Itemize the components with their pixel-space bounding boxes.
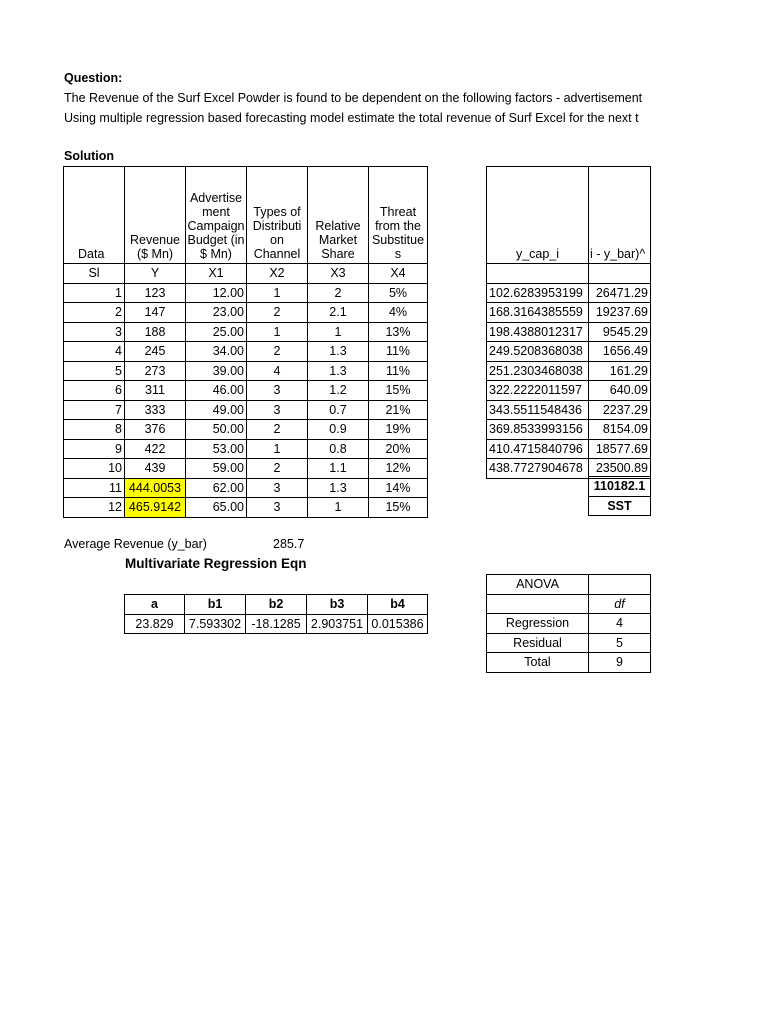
- coef-value: 2.903751: [307, 614, 368, 634]
- table-row: [487, 420, 651, 440]
- table-cell: 5: [64, 361, 125, 381]
- coef-value: 23.829: [125, 614, 185, 634]
- table-row: [64, 361, 428, 381]
- table-cell: 5%: [369, 283, 428, 303]
- table-cell: 311: [125, 381, 186, 401]
- table-cell: 53.00: [186, 439, 247, 459]
- table-row: [487, 283, 651, 303]
- subheader-cell: Sl: [64, 264, 125, 284]
- table-cell: 333: [125, 400, 186, 420]
- table-cell: 422: [125, 439, 186, 459]
- table-cell: 439: [125, 459, 186, 479]
- table-cell: 25.00: [186, 322, 247, 342]
- blank-cell: [487, 264, 589, 284]
- table-row: [64, 342, 428, 362]
- deviation-cell: 19237.69: [589, 303, 651, 323]
- main-data-table: [63, 166, 428, 518]
- table-cell: 65.00: [186, 498, 247, 518]
- deviation-cell: 2237.29: [589, 400, 651, 420]
- table-cell: 12%: [369, 459, 428, 479]
- table-row: [64, 322, 428, 342]
- deviation-cell: 18577.69: [589, 439, 651, 459]
- table-cell: 1: [64, 283, 125, 303]
- table-cell: 1: [247, 439, 308, 459]
- table-cell: 1.3: [308, 478, 369, 498]
- header-market-share: Relative Market Share: [308, 167, 369, 264]
- table-cell: 0.7: [308, 400, 369, 420]
- table-cell: 1.1: [308, 459, 369, 479]
- table-cell: 2: [247, 303, 308, 323]
- coefficient-value-row: [125, 614, 428, 634]
- table-row: [64, 498, 428, 518]
- main-header-row: [64, 167, 428, 264]
- anova-title-row: [487, 575, 651, 595]
- table-row: [487, 303, 651, 323]
- blank-cell: [589, 264, 651, 284]
- table-cell: 6: [64, 381, 125, 401]
- table-cell: 2: [247, 420, 308, 440]
- table-cell: 245: [125, 342, 186, 362]
- regression-title: Multivariate Regression Eqn: [125, 556, 307, 571]
- average-value: 285.7: [273, 537, 305, 551]
- table-cell: 188: [125, 322, 186, 342]
- deviation-cell: 161.29: [589, 361, 651, 381]
- table-row: [487, 381, 651, 401]
- table-cell: 19%: [369, 420, 428, 440]
- anova-df-label: df: [589, 594, 651, 614]
- deviation-cell: 8154.09: [589, 420, 651, 440]
- coef-value: -18.1285: [246, 614, 307, 634]
- question-line-1: The Revenue of the Surf Excel Powder is found to be dependent on the following factors - advertisement: [64, 91, 643, 105]
- table-cell: 34.00: [186, 342, 247, 362]
- y-cap-cell: 369.8533993156: [487, 420, 589, 440]
- main-subheader-row: [64, 264, 428, 284]
- table-cell: 8: [64, 420, 125, 440]
- subheader-cell: Y: [125, 264, 186, 284]
- prediction-table-body: [487, 283, 651, 478]
- coef-header: b4: [368, 595, 428, 615]
- table-cell: 11: [64, 478, 125, 498]
- coef-header: b2: [246, 595, 307, 615]
- table-row: [64, 400, 428, 420]
- sst-table: [588, 476, 651, 516]
- table-cell: 2: [308, 283, 369, 303]
- table-cell: 49.00: [186, 400, 247, 420]
- prediction-blank-row: [487, 264, 651, 284]
- coefficient-table: [124, 594, 428, 634]
- prediction-header-row: [487, 167, 651, 264]
- anova-df: 5: [589, 633, 651, 653]
- average-label: Average Revenue (y_bar): [64, 537, 207, 551]
- question-line-2: Using multiple regression based forecasting model estimate the total revenue of Surf Excel for the next t: [64, 111, 639, 125]
- table-cell: 2: [247, 459, 308, 479]
- y-cap-cell: 410.4715840796: [487, 439, 589, 459]
- header-data: Data: [64, 167, 125, 264]
- table-cell: 4: [247, 361, 308, 381]
- header-ad-budget: Advertise ment Campaign Budget (in $ Mn): [186, 167, 247, 264]
- table-cell: 0.8: [308, 439, 369, 459]
- header-y-cap: y_cap_i: [487, 167, 589, 264]
- table-cell: 4%: [369, 303, 428, 323]
- table-cell: 123: [125, 283, 186, 303]
- question-label: Question:: [64, 71, 123, 85]
- subheader-cell: X1: [186, 264, 247, 284]
- deviation-cell: 9545.29: [589, 322, 651, 342]
- y-cap-cell: 438.7727904678: [487, 459, 589, 479]
- y-cap-cell: 343.5511548436: [487, 400, 589, 420]
- table-row: [64, 381, 428, 401]
- table-cell: 46.00: [186, 381, 247, 401]
- solution-label: Solution: [64, 149, 114, 163]
- anova-header-row: [487, 594, 651, 614]
- table-cell: 1.2: [308, 381, 369, 401]
- table-cell: 11%: [369, 342, 428, 362]
- table-cell: 3: [247, 498, 308, 518]
- anova-df: 4: [589, 614, 651, 634]
- header-threat: Threat from the Substitue s: [369, 167, 428, 264]
- anova-title: ANOVA: [487, 575, 589, 595]
- y-cap-cell: 249.5208368038: [487, 342, 589, 362]
- table-row: [64, 420, 428, 440]
- coefficient-header-row: [125, 595, 428, 615]
- main-table-body: [64, 283, 428, 517]
- anova-df: 9: [589, 653, 651, 673]
- sst-label: SST: [589, 496, 651, 516]
- anova-source: Residual: [487, 633, 589, 653]
- deviation-cell: 23500.89: [589, 459, 651, 479]
- table-cell: 21%: [369, 400, 428, 420]
- table-cell: 62.00: [186, 478, 247, 498]
- deviation-cell: 1656.49: [589, 342, 651, 362]
- y-cap-cell: 322.2222011597: [487, 381, 589, 401]
- table-cell: 1: [247, 322, 308, 342]
- table-row: [64, 478, 428, 498]
- y-cap-cell: 168.3164385559: [487, 303, 589, 323]
- table-cell: 7: [64, 400, 125, 420]
- table-cell: 10: [64, 459, 125, 479]
- table-cell: 13%: [369, 322, 428, 342]
- coef-header: b1: [185, 595, 246, 615]
- table-cell: 14%: [369, 478, 428, 498]
- table-cell: 11%: [369, 361, 428, 381]
- table-cell: 59.00: [186, 459, 247, 479]
- table-row: [487, 361, 651, 381]
- table-row: [64, 283, 428, 303]
- table-cell: 376: [125, 420, 186, 440]
- anova-row: [487, 653, 651, 673]
- forecast-revenue-cell: 465.9142: [125, 498, 186, 518]
- subheader-cell: X3: [308, 264, 369, 284]
- table-cell: 23.00: [186, 303, 247, 323]
- table-cell: 3: [247, 478, 308, 498]
- table-row: [64, 303, 428, 323]
- deviation-cell: 26471.29: [589, 283, 651, 303]
- table-cell: 15%: [369, 498, 428, 518]
- table-cell: 20%: [369, 439, 428, 459]
- coef-header: b3: [307, 595, 368, 615]
- table-cell: 1: [308, 322, 369, 342]
- coef-value: 7.593302: [185, 614, 246, 634]
- table-cell: 3: [64, 322, 125, 342]
- table-cell: 12.00: [186, 283, 247, 303]
- header-distribution: Types of Distributi on Channel: [247, 167, 308, 264]
- blank-cell: [487, 594, 589, 614]
- table-cell: 2: [247, 342, 308, 362]
- y-cap-cell: 251.2303468038: [487, 361, 589, 381]
- deviation-cell: 640.09: [589, 381, 651, 401]
- header-deviation: i - y_bar)^: [589, 167, 651, 264]
- prediction-table: [486, 166, 651, 479]
- table-cell: 50.00: [186, 420, 247, 440]
- table-row: [64, 439, 428, 459]
- subheader-cell: X2: [247, 264, 308, 284]
- anova-table: [486, 574, 651, 673]
- table-cell: 147: [125, 303, 186, 323]
- sst-sum: 110182.1: [589, 477, 651, 497]
- table-cell: 4: [64, 342, 125, 362]
- table-cell: 1.3: [308, 361, 369, 381]
- header-revenue: Revenue ($ Mn): [125, 167, 186, 264]
- table-row: [487, 342, 651, 362]
- table-cell: 3: [247, 381, 308, 401]
- forecast-revenue-cell: 444.0053: [125, 478, 186, 498]
- subheader-cell: X4: [369, 264, 428, 284]
- blank-cell: [589, 575, 651, 595]
- anova-source: Total: [487, 653, 589, 673]
- table-cell: 39.00: [186, 361, 247, 381]
- y-cap-cell: 102.6283953199: [487, 283, 589, 303]
- table-cell: 1.3: [308, 342, 369, 362]
- table-cell: 2.1: [308, 303, 369, 323]
- table-cell: 3: [247, 400, 308, 420]
- table-cell: 1: [308, 498, 369, 518]
- y-cap-cell: 198.4388012317: [487, 322, 589, 342]
- anova-row: [487, 633, 651, 653]
- coef-header: a: [125, 595, 185, 615]
- table-cell: 1: [247, 283, 308, 303]
- coef-value: 0.015386: [368, 614, 428, 634]
- table-row: [487, 400, 651, 420]
- anova-source: Regression: [487, 614, 589, 634]
- table-cell: 15%: [369, 381, 428, 401]
- table-row: [64, 459, 428, 479]
- table-cell: 273: [125, 361, 186, 381]
- table-row: [487, 322, 651, 342]
- table-row: [487, 439, 651, 459]
- table-cell: 2: [64, 303, 125, 323]
- table-cell: 12: [64, 498, 125, 518]
- table-cell: 9: [64, 439, 125, 459]
- anova-row: [487, 614, 651, 634]
- table-cell: 0.9: [308, 420, 369, 440]
